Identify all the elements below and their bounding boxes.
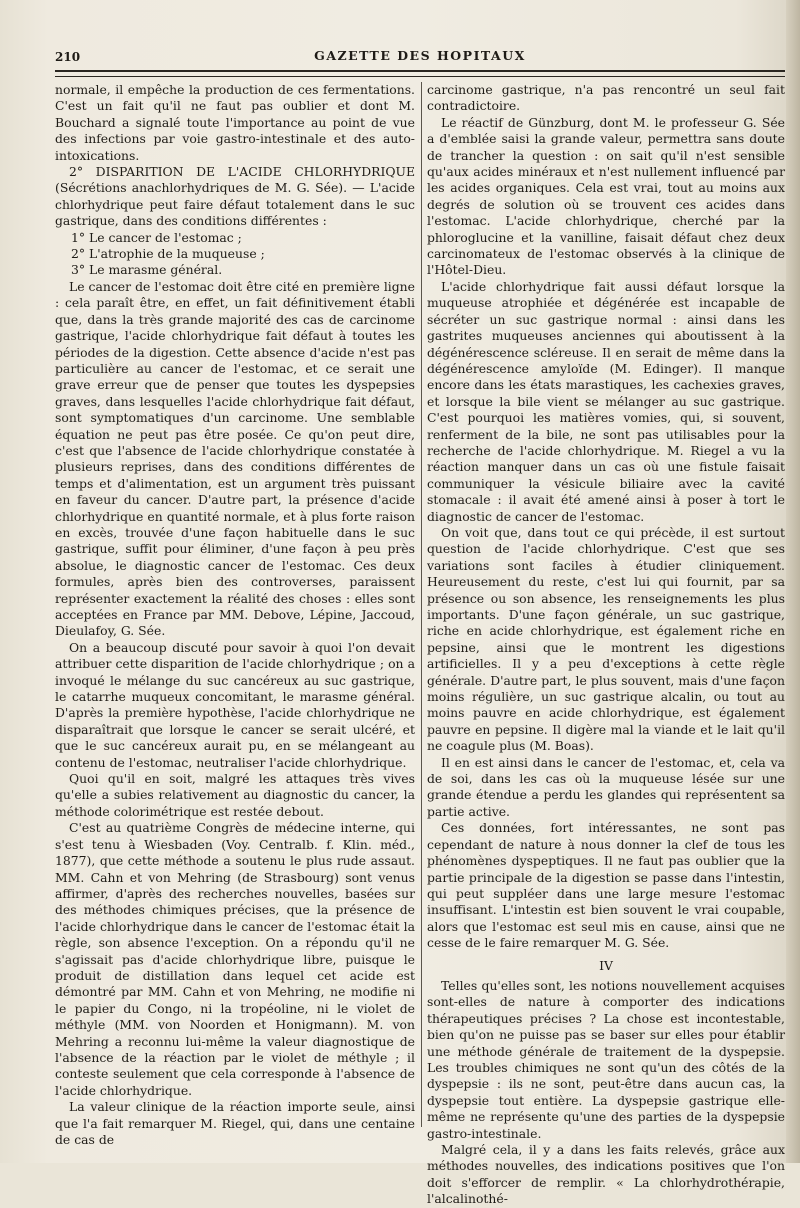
section-number: IV — [599, 957, 613, 973]
paragraph: La valeur clinique de la réaction importe seule, ainsi que l'a fait remarquer M. Riegel, qui, dans une centaine de cas de — [55, 1099, 415, 1147]
paragraph: On voit que, dans tout ce qui précède, il est surtout question de l'acide chlorhydrique. C'est que ses variations sont faciles à étudier cliniquement. Heureusement du reste, c'est lui qui fournit, par sa présence ou son absence, les renseignements les plus importants. D'une façon générale, un suc gastrique, riche en acide chlorhydrique, est également riche en pepsine, ainsi que le montrent les digestions artificielles. Il y a peu d'exceptions à cette règle générale. D'autre part, le plus souvent, mais d'une façon moins régulière, un suc gastrique alcalin, ou tout au moins pauvre en acide chlorhydrique, est également pauvre en pepsine. Il digère mal la viande et le lait qu'il ne coagule plus (M. Boas). — [427, 524, 785, 754]
paragraph: carcinome gastrique, n'a pas rencontré un seul fait contradictoire. — [427, 82, 785, 114]
journal-title: GAZETTE DES HOPITAUX — [314, 48, 526, 63]
column-divider — [421, 82, 422, 1127]
paragraph: Quoi qu'il en soit, malgré les attaques très vives qu'elle a subies relativement au diagnostic du cancer, la méthode colorimétrique est restée debout. — [55, 771, 415, 819]
page-header — [55, 44, 785, 68]
paragraph: normale, il empêche la production de ces fermentations. C'est un fait qu'il ne faut pas oublier et dont M. Bouchard a signalé toute l'importance au point de vue des infections par voie gastro-intestinale et des auto-intoxications. — [55, 82, 415, 163]
list-item: 2° L'atrophie de la muqueuse ; — [71, 246, 265, 262]
paragraph: Malgré cela, il y a dans les faits relevés, grâce aux méthodes nouvelles, des indications positives que l'on doit s'efforcer de remplir. « La chlorhydrothérapie, l'alcalinothé- — [427, 1142, 785, 1207]
section-heading-paragraph: 2° DISPARITION DE L'ACIDE CHLORHYDRIQUE (Sécrétions anachlorhydriques de M. G. Sée). — L'acide chlorhydrique peut faire défaut totalement dans le suc gastrique, dans des conditions différentes : — [55, 164, 415, 229]
page-binding-edge — [786, 0, 800, 1163]
paragraph: Le réactif de Günzburg, dont M. le professeur G. Sée a d'emblée saisi la grande valeur, permettra sans doute de trancher la question : on sait qu'il n'est sensible qu'aux acides minéraux et n'est nullement influencé par les acides organiques. Cela est vrai, tout au moins aux degrés de solution où se trouvent ces acides dans l'estomac. L'acide chlorhydrique, cherché par la phloroglucine et la vanilline, faisait défaut chez deux carcinomateux de l'estomac observés à la clinique de l'Hôtel-Dieu. — [427, 114, 785, 278]
paragraph: Il en est ainsi dans le cancer de l'estomac, et, cela va de soi, dans les cas où la muqueuse lésée sur une grande étendue a perdu les glandes qui représentent sa partie active. — [427, 754, 785, 819]
list-item: 3° Le marasme général. — [71, 262, 223, 278]
paragraph: Le cancer de l'estomac doit être cité en première ligne : cela paraît être, en effet, un fait définitivement établi que, dans la très grande majorité des cas de carcinome gastrique, l'acide chlorhydrique fait défaut à toutes les périodes de la digestion. Cette absence d'acide n'est pas particulière au cancer de l'estomac, et ce serait une grave erreur que de penser que toutes les dyspepsies graves, dans lesquelles l'acide chlorhydrique fait défaut, sont symptomatiques d'un carcinome. Une semblable équation ne peut pas être posée. Ce qu'on peut dire, c'est que l'absence de l'acide chlorhydrique constatée à plusieurs reprises, dans des conditions différentes de temps et d'alimentation, est un argument très puissant en faveur du cancer. D'autre part, la présence d'acide chlorhydrique en quantité normale, et à plus forte raison en excès, trouvée d'une façon habituelle dans le suc gastrique, suffit pour éliminer, d'une façon à peu près absolue, le diagnostic cancer de l'estomac. Ces deux formules, après bien des controverses, paraissent représenter exactement la réalité des choses : elles sont acceptées en France par MM. Debove, Lépine, Jaccoud, Dieulafoy, G. Sée. — [55, 278, 415, 639]
paragraph: Telles qu'elles sont, les notions nouvellement acquises sont-elles de nature à comporter des indications thérapeutiques précises ? La chose est incontestable, bien qu'on ne puisse pas se baser sur elles pour établir une méthode générale de traitement de la dyspepsie. Les troubles chimiques ne sont qu'un des côtés de la dyspepsie : ils ne sont, peut-être dans aucun cas, la dyspepsie tout entière. La dyspepsie gastrique elle-même ne représente qu'une des parties de la dyspepsie gastro-intestinale. — [427, 977, 785, 1141]
paragraph: Ces données, fort intéressantes, ne sont pas cependant de nature à nous donner la clef de tous les phénomènes dyspeptiques. Il ne faut pas oublier que la partie principale de la digestion se passe dans l'intestin, qui peut suppléer dans une large mesure l'estomac insuffisant. L'intestin est bien souvent le vrai coupable, alors que l'estomac est seul mis en cause, ainsi que ne cesse de le faire remarquer M. G. Sée. — [427, 820, 785, 951]
left-column — [55, 82, 415, 1148]
list-item: 1° Le cancer de l'estomac ; — [71, 229, 242, 245]
paragraph: On a beaucoup discuté pour savoir à quoi l'on devait attribuer cette disparition de l'acide chlorhydrique ; on a invoqué le mélange du suc cancéreux au suc gastrique, le catarrhe muqueux concomitant, le marasme général. D'après la première hypothèse, l'acide chlorhydrique ne disparaîtrait que lorsque le cancer se serait ulcéré, et que le suc cancéreux aurait pu, en se mélangeant au contenu de l'estomac, neutraliser l'acide chlorhydrique. — [55, 639, 415, 770]
header-rule-thin — [55, 76, 785, 77]
page-number: 210 — [55, 50, 81, 64]
right-column — [427, 82, 785, 1208]
paragraph: C'est au quatrième Congrès de médecine interne, qui s'est tenu à Wiesbaden (Voy. Centralb. f. Klin. méd., 1877), que cette méthode a soutenu le plus rude assaut. MM. Cahn et von Mehring (de Strasbourg) sont venus affirmer, d'après des recherches nouvelles, basées sur des méthodes chimiques précises, que la présence de l'acide chlorhydrique dans le cancer de l'estomac était la règle, son absence l'exception. On a répondu qu'il ne s'agissait pas d'acide chlorhydrique libre, puisque le produit de distillation dans lequel cet acide est démontré par MM. Cahn et von Mehring, ne modifie ni le papier du Congo, ni la tropéoline, ni le violet de méthyle (MM. von Noorden et Honigmann). M. von Mehring a reconnu lui-même la valeur diagnostique de l'absence de la réaction par le violet de méthyle ; il conteste seulement que cela corresponde à l'absence de l'acide chlorhydrique. — [55, 820, 415, 1098]
paragraph: L'acide chlorhydrique fait aussi défaut lorsque la muqueuse atrophiée et dégénérée est incapable de sécréter un suc gastrique normal : ainsi dans les gastrites muqueuses anciennes qui aboutissent à la dégénérescence scléreuse. Il en serait de même dans la dégénérescence amyloïde (M. Edinger). Il manque encore dans les états marastiques, les cachexies graves, et lorsque la bile vient se mélanger au suc gastrique. C'est pourquoi les matières vomies, qui, si souvent, renferment de la bile, ne sont pas utilisables pour la recherche de l'acide chlorhydrique. M. Riegel a vu la réaction manquer dans un cas où une fistule faisait communiquer la vésicule biliaire avec la cavité stomacale : il avait été amené ainsi à poser à tort le diagnostic de cancer de l'estomac. — [427, 278, 785, 524]
header-rule-thick — [55, 70, 785, 72]
